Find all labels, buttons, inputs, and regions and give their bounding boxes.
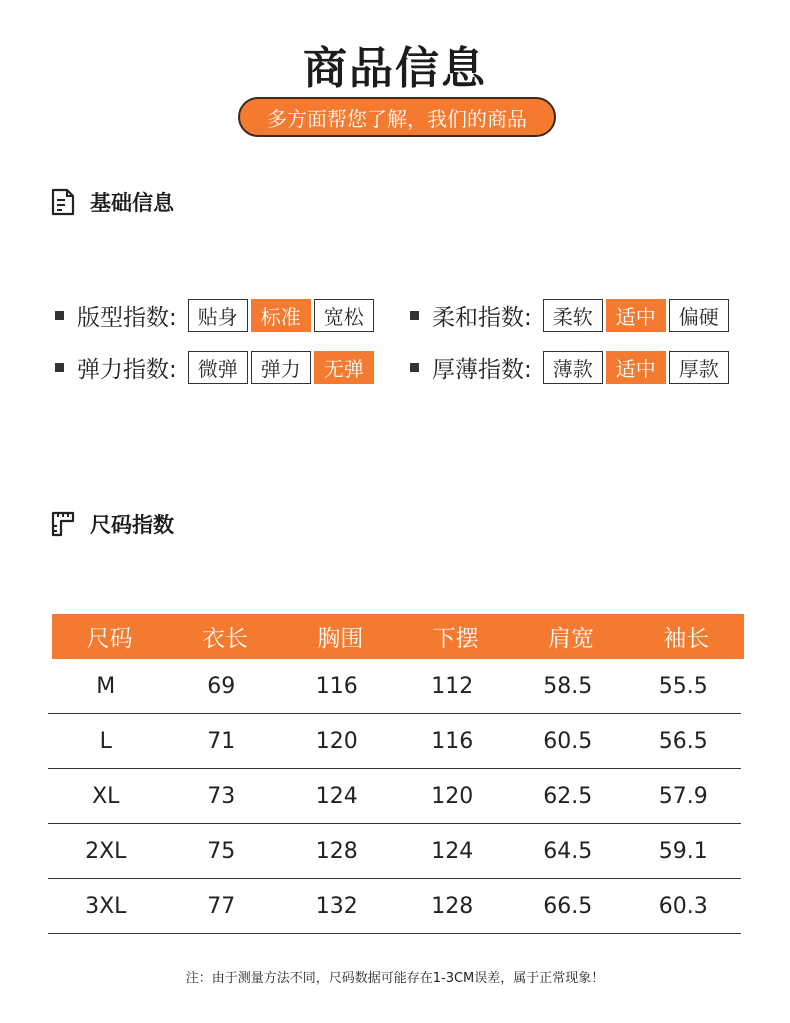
- ruler-icon: [50, 510, 76, 538]
- table-cell: 60.5: [543, 728, 593, 754]
- table-cell: 55.5: [658, 673, 708, 699]
- attr-elasticity: [55, 350, 377, 384]
- size-info-heading: [50, 509, 174, 539]
- document-icon: [50, 188, 76, 216]
- attr-option: 偏硬: [669, 299, 729, 332]
- attr-softness: [410, 298, 732, 332]
- table-cell: 59.1: [658, 838, 708, 864]
- basic-info-heading-label: 基础信息: [90, 191, 174, 215]
- table-cell: 69: [207, 673, 236, 699]
- table-row: [48, 659, 741, 714]
- attr-label: 厚薄指数:: [432, 356, 532, 383]
- attr-option: 微弹: [188, 351, 248, 384]
- table-cell: 57.9: [658, 783, 708, 809]
- measurement-note: 注：由于测量方法不同，尺码数据可能存在1-3CM误差，属于正常现象！: [185, 971, 605, 986]
- table-cell: 112: [431, 673, 474, 699]
- page-title: 商品信息: [303, 43, 487, 94]
- attr-option: 柔软: [543, 299, 603, 332]
- table-cell: M: [96, 673, 116, 699]
- table-cell: 77: [207, 893, 236, 919]
- table-cell: 66.5: [543, 893, 593, 919]
- bullet: [55, 363, 64, 372]
- table-cell: L: [99, 728, 112, 754]
- table-cell: 124: [315, 783, 358, 809]
- size-table: [52, 614, 744, 934]
- table-cell: 124: [431, 838, 474, 864]
- bullet: [55, 311, 64, 320]
- table-cell: XL: [92, 783, 120, 809]
- attr-option-selected: 适中: [606, 299, 666, 332]
- attr-option-selected: 适中: [606, 351, 666, 384]
- table-row: [48, 879, 741, 934]
- table-cell: 116: [315, 673, 358, 699]
- attr-option: 贴身: [188, 299, 248, 332]
- table-cell: 116: [431, 728, 474, 754]
- table-row: [48, 714, 741, 769]
- column-header: 尺码: [86, 626, 133, 652]
- attr-label: 柔和指数:: [432, 304, 532, 331]
- column-header: 胸围: [317, 626, 364, 652]
- size-table-header: [52, 614, 744, 659]
- attr-label: 弹力指数:: [77, 356, 177, 383]
- table-cell: 71: [207, 728, 236, 754]
- table-cell: 3XL: [85, 893, 127, 919]
- column-header: 袖长: [663, 626, 710, 652]
- table-cell: 58.5: [543, 673, 593, 699]
- attr-option-selected: 无弹: [314, 351, 374, 384]
- subtitle-banner: 多方面帮您了解，我们的商品: [238, 97, 556, 137]
- basic-info-heading: [50, 187, 174, 217]
- attr-thickness: [410, 350, 732, 384]
- attr-option-selected: 标准: [251, 299, 311, 332]
- column-header: 下摆: [432, 626, 479, 652]
- table-cell: 2XL: [85, 838, 127, 864]
- table-cell: 56.5: [658, 728, 708, 754]
- attr-fit: [55, 298, 377, 332]
- table-row: [48, 824, 741, 879]
- table-cell: 120: [431, 783, 474, 809]
- table-cell: 60.3: [658, 893, 708, 919]
- table-cell: 75: [207, 838, 236, 864]
- attr-option: 薄款: [543, 351, 603, 384]
- table-cell: 62.5: [543, 783, 593, 809]
- attr-option: 厚款: [669, 351, 729, 384]
- column-header: 肩宽: [547, 626, 594, 652]
- table-cell: 73: [207, 783, 236, 809]
- table-cell: 132: [315, 893, 358, 919]
- table-cell: 128: [315, 838, 358, 864]
- bullet: [410, 311, 419, 320]
- size-info-heading-label: 尺码指数: [90, 513, 174, 537]
- column-header: 衣长: [201, 626, 248, 652]
- bullet: [410, 363, 419, 372]
- table-row: [48, 769, 741, 824]
- attr-option: 弹力: [251, 351, 311, 384]
- attr-label: 版型指数:: [77, 304, 177, 331]
- table-cell: 128: [431, 893, 474, 919]
- attr-option: 宽松: [314, 299, 374, 332]
- table-cell: 64.5: [543, 838, 593, 864]
- table-cell: 120: [315, 728, 358, 754]
- size-table-body: [48, 659, 741, 934]
